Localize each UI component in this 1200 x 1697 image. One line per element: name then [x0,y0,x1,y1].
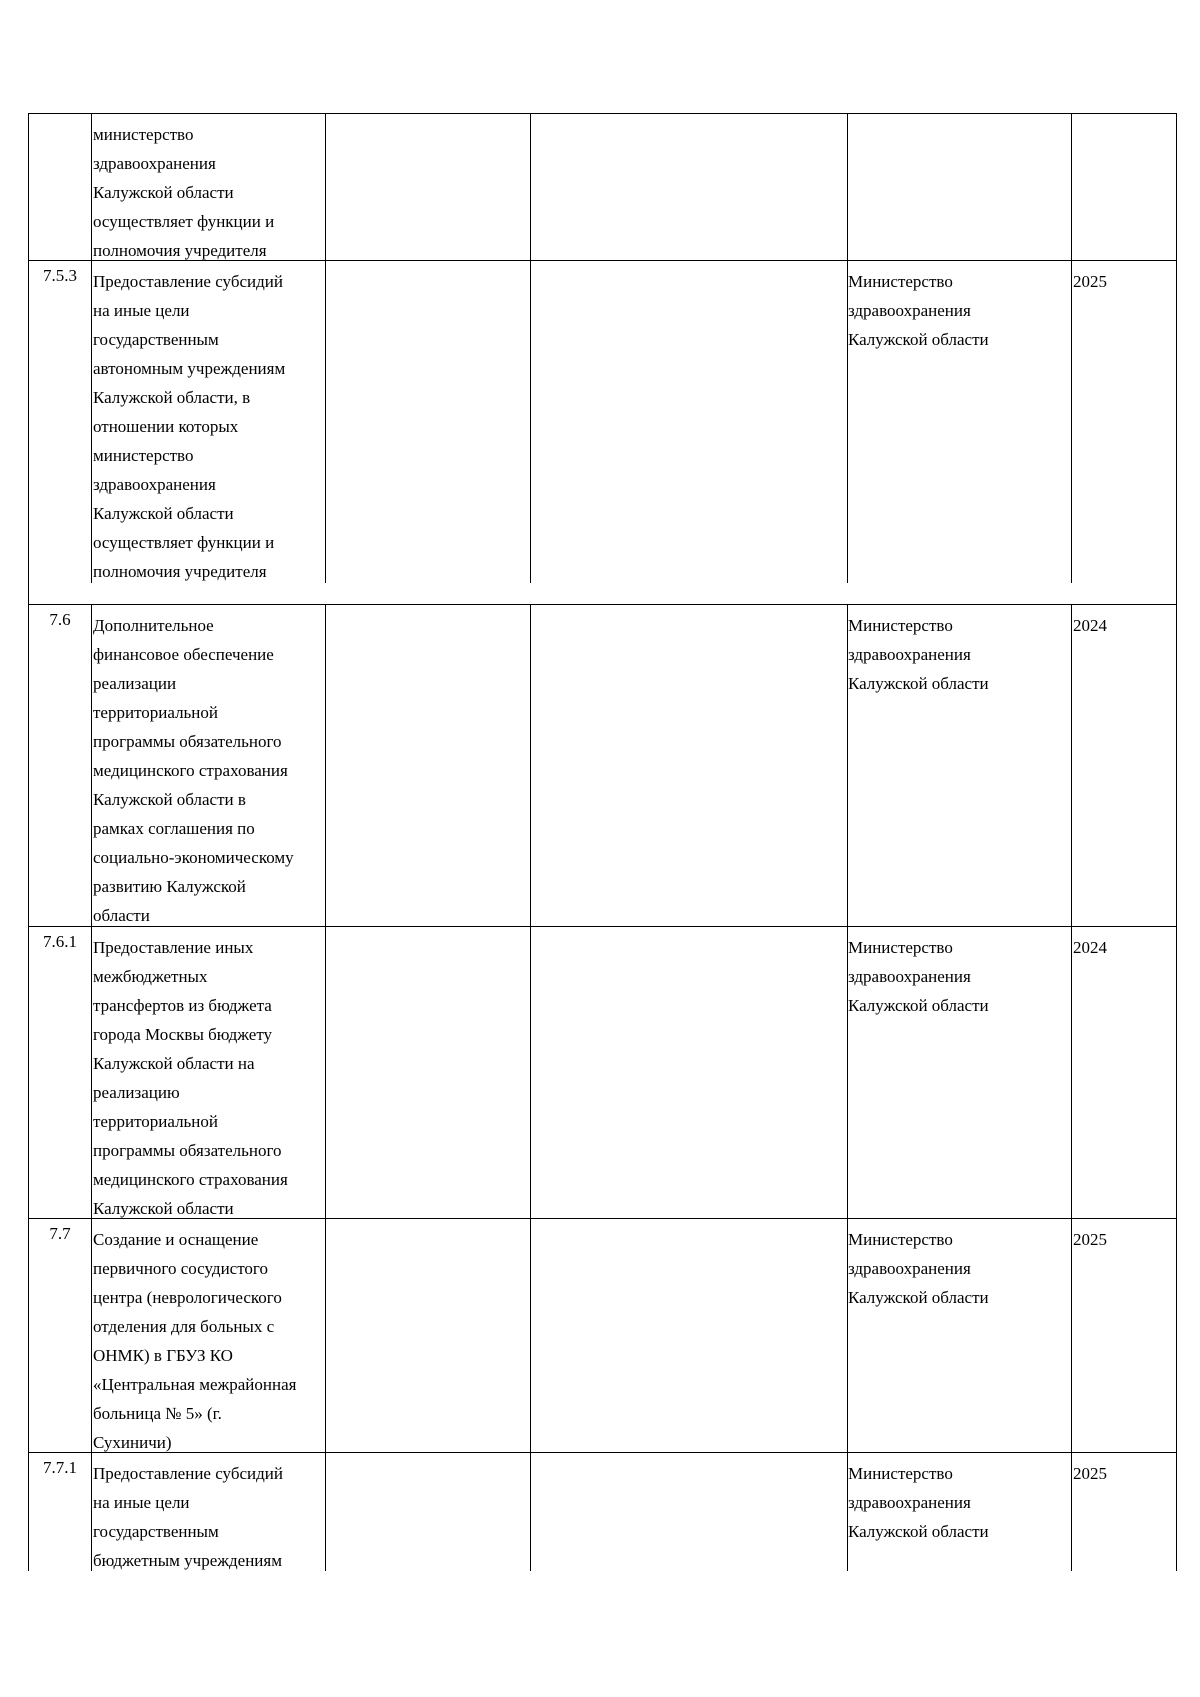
column-border [530,604,531,1571]
column-border [325,604,326,1571]
column-border [530,113,531,583]
column-border [1176,113,1177,604]
row-description: министерство здравоохранения Калужской области осуществляет функции и полномочия учредителя [93,125,275,260]
column-border [1176,604,1177,1571]
row-number: 7.7 [49,1224,71,1243]
column-border [91,113,92,583]
row-divider [28,604,1177,605]
row-year: 2024 [1073,938,1107,957]
row-executor: Министерство здравоохранения Калужской области [848,272,989,349]
column-border [28,113,29,604]
table-top-border [28,113,1177,114]
row-executor: Министерство здравоохранения Калужской области [848,1464,989,1541]
row-executor: Министерство здравоохранения Калужской области [848,616,989,693]
row-number: 7.6.1 [43,932,77,951]
row-description: Предоставление субсидий на иные цели государственным автономным учреждениям Калужской области, в отношении которых министерство здравоохранения Калужской области осуществляет функции и полномочия учредителя [93,272,286,581]
row-number: 7.7.1 [43,1458,77,1477]
row-year: 2025 [1073,272,1107,291]
row-description: Создание и оснащение первичного сосудистого центра (неврологического отделения для больных с ОНМК) в ГБУЗ КО «Центральная межрайонная больница № 5» (г. Сухиничи) [93,1230,297,1452]
row-year: 2025 [1073,1230,1107,1249]
row-year: 2024 [1073,616,1107,635]
column-border [1071,604,1072,1571]
column-border [847,604,848,1571]
column-border [325,113,326,583]
row-description: Предоставление субсидий на иные цели государственным бюджетным учреждениям [93,1464,283,1570]
row-year: 2025 [1073,1464,1107,1483]
row-executor: Министерство здравоохранения Калужской области [848,1230,989,1307]
row-description: Дополнительное финансовое обеспечение реализации территориальной программы обязательного медицинского страхования Калужской области в рамках соглашения по социально-экономическому развитию Калужской области [93,616,294,925]
row-number: 7.5.3 [43,266,77,285]
column-border [91,604,92,1571]
column-border [28,604,29,1571]
row-description: Предоставление иных межбюджетных трансфертов из бюджета города Москвы бюджету Калужской области на реализацию территориальной программы обязательного медицинского страхования Калужской области [93,938,288,1218]
row-number: 7.6 [49,610,71,629]
column-border [1071,113,1072,583]
row-executor: Министерство здравоохранения Калужской области [848,938,989,1015]
